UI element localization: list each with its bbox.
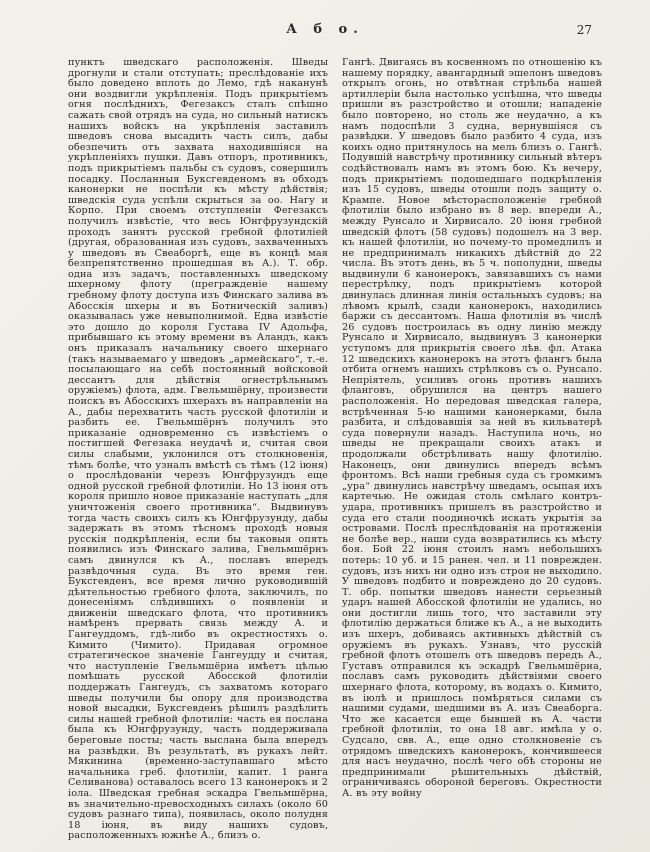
text-column-right: Гангѣ. Двигаясь въ косвенномъ по отношенію къ нашему порядку, авангардный эшелонъ шведовъ открылъ огонь, но отвѣтная стрѣльба нашей артиллеріи была настолько успѣшна, что шведы пришли въ разстройство и отошли; нападеніе было повторено, но столь же неудачно, а къ намъ подоспѣли 3 судна, вернувшіяся съ развѣдки. У шведовъ было разбито 4 суда, изъ коихъ одно притянулось на мель близъ о. Гангѣ. Подувшій навстрѣчу противнику сильный вѣтеръ содѣйствовалъ намъ въ этомъ бою. Къ вечеру, подъ прикрытіемъ подошедшаго подкрѣпленія изъ 15 судовъ, шведы отошли подъ защиту о. Крампе. Новое мѣсторасположеніе гребной флотиліи было избрано въ 8 вер. впереди А., между Рунсало и Хирвисало. 20 іюня гребной шведскій флотъ (58 судовъ) подошелъ на 3 вер. къ нашей флотиліи, но почему-то промедлилъ и не предпринималъ никакихъ дѣйствій до 22 числа. Въ этотъ день, въ 5 ч. пополудни, шведы выдвинули 6 канонерокъ, завязавшихъ съ нами перестрѣлку, подъ прикрытіемъ которой двинулась длинная линія остальныхъ судовъ; на лѣвомъ крылѣ, сзади канонерокъ, находились баржи съ дессантомъ. Наша флотилія въ числѣ 26 судовъ построилась въ одну линію между Рунсало и Хирвисало, выдвинувъ 3 канонерки уступомъ для прикрытія своего лѣв. фл. Атака 12 шведскихъ канонерокъ на этотъ флангъ была отбита огнемъ нашихъ стрѣлковъ съ о. Рунсало. Непріятель, усиливъ огонь противъ нашихъ фланговъ, обрушился на центръ нашего расположенія. Но передовая шведская галера, встрѣченная 5-ю нашими канонерками, была разбита, и слѣдовавшія за ней въ кильватерѣ суда повернули назадъ. Наступила ночь, но шведы не прекращали своихъ атакъ и продолжали обстрѣливать нашу флотилію. Наконецъ, они двинулись впередъ всѣмъ фронтомъ. Всѣ наши гребныя суда съ громкимъ „ура“ двинулись навстрѣчу шведамъ, осыпая ихъ картечью. Не ожидая столь смѣлаго контръ-удара, противникъ пришелъ въ разстройство и суда его стали поодиночкѣ искать укрытія за островами. Послѣ преслѣдованія на протяженіи не болѣе вер., наши суда возвратились къ мѣсту боя. Бой 22 іюня стоилъ намъ небольшихъ потерь: 10 уб. и 15 ранен. чел. и 11 поврежден. судовъ, изъ нихъ ни одно изъ строя не выходило. У шведовъ подбито и повреждено до 20 судовъ. Т. обр. попытки шведовъ нанести серьезный ударъ нашей Абосской флотиліи не удались, но они достигли лишь того, что заставили эту флотилію держаться ближе къ А., а не выходить изъ шхеръ, добиваясь активныхъ дѣйствій съ оружіемъ въ рукахъ. Узнавъ, что русскій гребной флотъ отошелъ отъ шведовъ передъ А., Густавъ отправился къ эскадрѣ Гвельмшёрна, пославъ самъ руководить дѣйствіями своего шхернаго флота, которому, въ водахъ о. Кимито, въ іюлѣ и пришлось помѣряться силами съ нашими судами, шедшими въ А. изъ Свеаборга. Что же касается еще бывшей въ А. части гребной флотиліи, то она 18 авг. имѣла у о. Судсало, свв. А., еще одно столкновеніе съ отрядомъ шведскихъ канонерокъ, кончившееся для насъ неудачно, послѣ чего обѣ стороны не предпринимали рѣшительныхъ дѣйствій, ограничиваясь обороной береговъ. Окрестности А. въ эту войну (342, 57, 602, 799)
running-head (0, 22, 650, 42)
running-head-title: А б о. (286, 22, 364, 37)
text-columns (68, 58, 602, 842)
page-number: 27 (576, 23, 592, 37)
text-column-left: пунктъ шведскаго расположенія. Шведы дрогнули и стали отступать; преслѣдованіе ихъ было доведено вплоть до Лемо, гдѣ наканунѣ они воздвигли укрѣпленія. Подъ прикрытіемъ огня послѣднихъ, Фегезаксъ сталъ спѣшно сажать свой отрядъ на суда, но сильный натискъ нашихъ войскъ на укрѣпленія заставилъ шведовъ снова высадить часть силъ, дабы обезпечить отъ захвата находившіяся на укрѣпленіяхъ пушки. Давъ отпоръ, противникъ, подъ прикрытіемъ пальбы съ судовъ, совершилъ посадку. Посланныя Буксгевденомъ въ обходъ канонерки не поспѣли къ мѣсту дѣйствія; шведскія суда успѣли скрыться за оо. Нагу и Корпо. При своемъ отступленіи Фегезаксъ получилъ извѣстіе, что весь Юнгфрузундскій проходъ занятъ русской гребной флотиліей (другая, образованная изъ судовъ, захваченныхъ у шведовъ въ Свеаборгѣ, еще въ концѣ мая безпрепятственно прошедшая въ А.). Т. обр. одна изъ задачъ, поставленныхъ шведскому шхерному флоту (прегражденіе нашему гребному флоту доступа изъ Финскаго залива въ Абосскія шхеры и въ Ботническій заливъ) оказывалась уже невыполнимой. Едва извѣстіе это дошло до короля Густава IV Адольфа, прибывшаго къ этому времени въ Аландъ, какъ онъ приказалъ начальнику своего шхернаго (такъ называемаго у шведовъ „армейскаго“, т.-е. посылающаго на себѣ постоянный войсковой дессантъ для дѣйствія огнестрѣльнымъ оружіемъ) флота, адм. Гвельмшёрну, произвести поискъ въ Абосскихъ шхерахъ въ направленіи на А., дабы перехватить часть русской флотиліи и разбить ее. Гвельмшёрнъ получилъ это приказаніе одновременно съ извѣстіемъ о постигшей Фегезака неудачѣ и, считая свои силы слабыми, уклонился отъ столкновенія, тѣмъ болѣе, что узналъ вмѣстѣ съ тѣмъ (12 іюня) о прослѣдованіи черезъ Юнгфрузундъ еще одной русской гребной флотиліи. Но 13 іюня отъ короля пришло новое приказаніе наступать „для уничтоженія своего противника“. Выдвинувъ тогда часть своихъ силъ къ Юнгфрузунду, дабы задержать въ этомъ тѣсномъ проходѣ новыя русскія подкрѣпленія, если бы таковыя опять появились изъ Финскаго залива, Гвельмшёрнъ самъ двинулся къ А., пославъ впередъ развѣдочныя суда. Въ это время ген. Буксгевденъ, все время лично руководившій дѣятельностью гребного флота, заключилъ, по донесеніямъ слѣдившихъ о появленіи и движеніи шведскаго флота, что противникъ намѣренъ прервать связь между А. и Гангеуддомъ, гдѣ-либо въ окрестностяхъ о. Кимито (Чимито). Придавая огромное стратегическое значеніе Гангеудду и считая, что наступленіе Гвельмшёрна имѣетъ цѣлью помѣшать русской Абосской флотиліи поддержать Гангеудъ, съ захватомъ котораго шведы получили бы опору для производства новой высадки, Буксгевденъ рѣшилъ раздѣлить силы нашей гребной флотиліи: часть ея послана была къ Юнгфрузунду, часть поддерживала береговые посты; часть выслана была впередъ на развѣдки. Въ результатѣ, въ рукахъ лейт. Мякинина (временно-заступавшаго мѣсто начальника греб. флотиліи, капит. 1 ранга Селиванова) оставалось всего 13 канонерокъ и 2 іола. Шведская гребная эскадра Гвельмшёрна, въ значительно-превосходныхъ силахъ (около 60 судовъ разнаго типа), появилась, около полудня 18 іюня, въ виду нашихъ судовъ, расположенныхъ южнѣе А., близъ о. (68, 57, 328, 842)
